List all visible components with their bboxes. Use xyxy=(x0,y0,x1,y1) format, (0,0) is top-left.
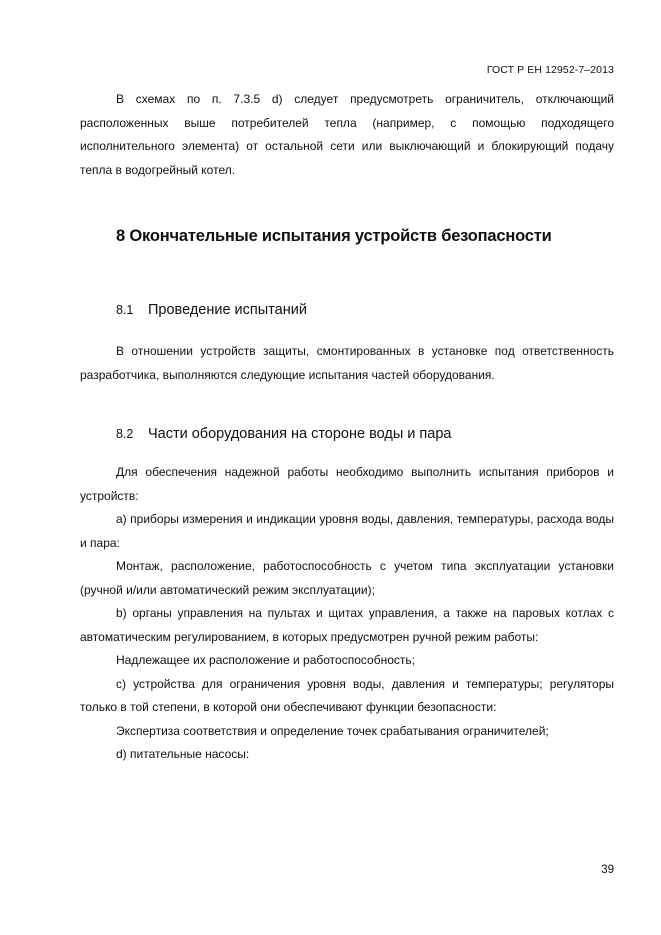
page-number: 39 xyxy=(601,864,614,876)
subsection-8-2-heading xyxy=(116,426,451,442)
list-item-b: b) органы управления на пультах и щитах управления, а также на паровых котлах с автоматическим регулированием, в которых предусмотрен ручной режим работы: xyxy=(80,606,614,644)
paragraph-intro-requirements: Для обеспечения надежной работы необходимо выполнить испытания приборов и устройств: xyxy=(80,465,614,503)
subsection-8-2-text xyxy=(80,461,614,767)
intro-text xyxy=(80,88,614,182)
section-8-title: 8 Окончательные испытания устройств безопасности xyxy=(116,227,552,245)
subsection-8-2-title: Части оборудования на стороне воды и пара xyxy=(148,426,452,442)
subsection-8-1-heading xyxy=(116,302,307,318)
intro-paragraph: В схемах по п. 7.3.5 d) следует предусмотреть ограничитель, отключающий расположенных выше потребителей тепла (например, с помощью подходящего исполнительного элемента) от остальной сети или выключающий и блокирующий подачу тепла в водогрейный котел. xyxy=(80,92,614,177)
subsection-8-1-title: Проведение испытаний xyxy=(148,302,307,318)
list-item-c: c) устройства для ограничения уровня воды, давления и температуры; регуляторы только в той степени, в которой они обеспечивают функции безопасности: xyxy=(80,676,614,714)
list-item-d: d) питательные насосы: xyxy=(116,747,250,761)
paragraph-a-details: Монтаж, расположение, работоспособность с учетом типа эксплуатации установки (ручной и/или автоматический режим эксплуатации); xyxy=(80,559,614,597)
paragraph-b-details: Надлежащее их расположение и работоспособность; xyxy=(116,653,415,667)
list-item-a: a) приборы измерения и индикации уровня воды, давления, температуры, расхода воды и пара: xyxy=(80,512,614,550)
document-code-header: ГОСТ Р ЕН 12952-7–2013 xyxy=(486,64,614,76)
subsection-8-1-text xyxy=(80,340,614,387)
subsection-8-1-paragraph: В отношении устройств защиты, смонтированных в установке под ответственность разработчика, выполняются следующие испытания частей оборудования. xyxy=(80,344,614,382)
subsection-8-1-number: 8.1 xyxy=(116,303,134,317)
paragraph-c-details: Экспертиза соответствия и определение точек срабатывания ограничителей; xyxy=(116,723,549,738)
subsection-8-2-number: 8.2 xyxy=(116,427,134,441)
